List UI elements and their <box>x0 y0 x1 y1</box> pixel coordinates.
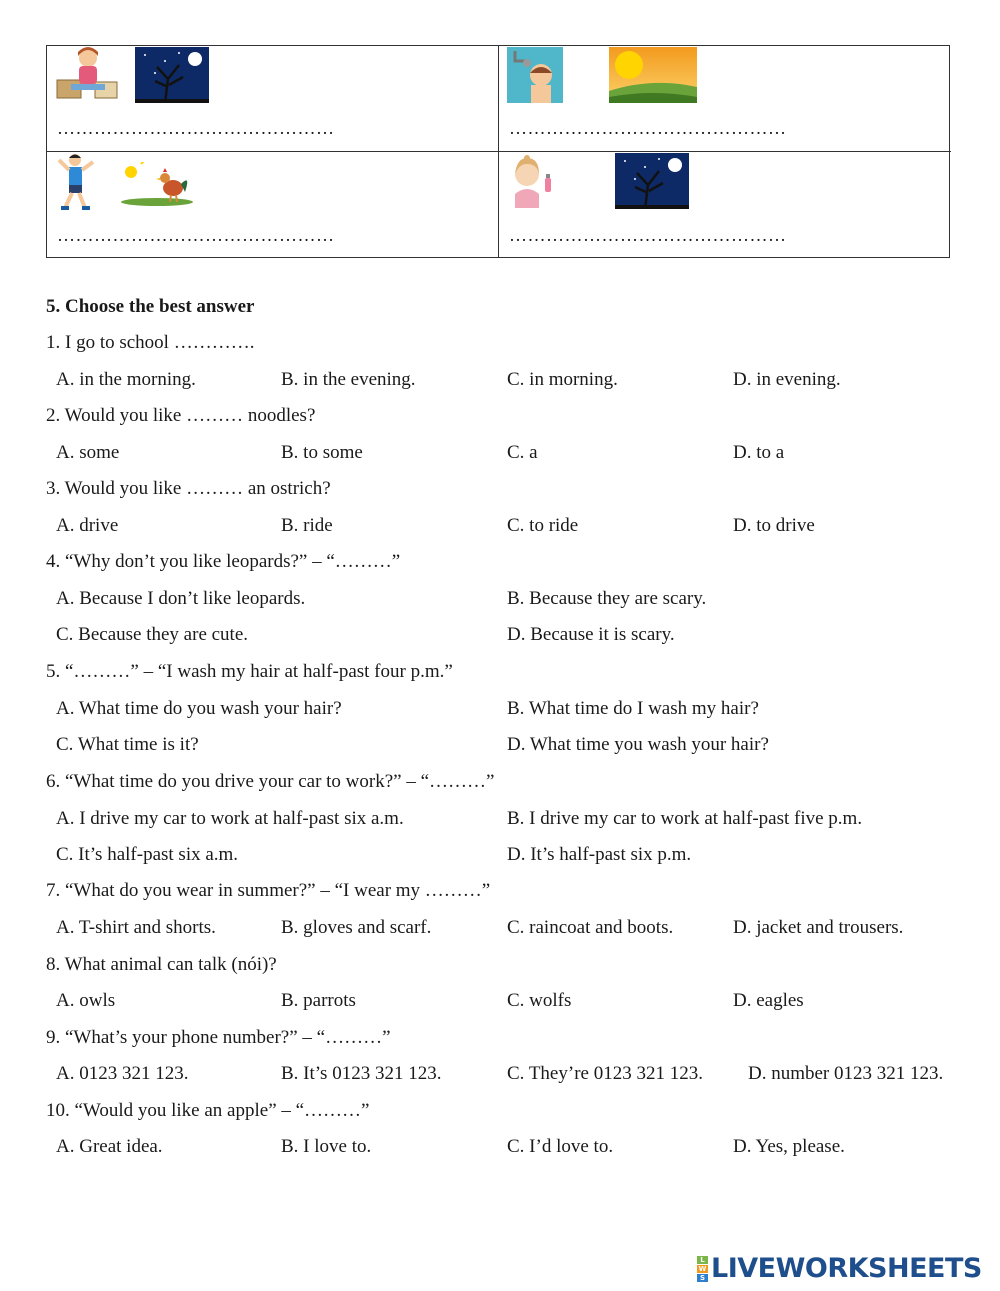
question-2: 2. Would you like ……… noodles? <box>46 405 316 426</box>
question-5: 5. “………” – “I wash my hair at half-past four p.m.” <box>46 661 453 682</box>
table-cell-4 <box>499 152 951 258</box>
option-1c[interactable]: C. in morning. <box>507 369 618 390</box>
logo-cube: L <box>697 1256 708 1264</box>
sunset-icon <box>609 47 697 103</box>
girl-washing-face-icon <box>509 154 555 208</box>
option-6a[interactable]: A. I drive my car to work at half-past six a.m. <box>56 808 404 829</box>
option-6c[interactable]: C. It’s half-past six a.m. <box>56 844 239 865</box>
option-4c[interactable]: C. Because they are cute. <box>56 624 249 645</box>
option-8a[interactable]: A. owls <box>56 990 116 1011</box>
option-2d[interactable]: D. to a <box>733 442 785 463</box>
question-6: 6. “What time do you drive your car to work?” – “………” <box>46 771 495 792</box>
night-sky-tree-icon <box>135 47 209 103</box>
rooster-morning-icon <box>119 162 193 206</box>
option-9b[interactable]: B. It’s 0123 321 123. <box>281 1063 442 1084</box>
question-1: 1. I go to school …………. <box>46 332 255 353</box>
logo-cube: W <box>698 1264 707 1273</box>
answer-blank[interactable]: ……………………………………… <box>57 118 335 138</box>
girl-showering-icon <box>507 47 563 103</box>
table-cell-3 <box>47 152 499 258</box>
question-9: 9. “What’s your phone number?” – “………” <box>46 1027 391 1048</box>
child-reading-books-icon <box>55 46 121 102</box>
option-3d[interactable]: D. to drive <box>733 515 815 536</box>
table-cell-1 <box>47 46 499 152</box>
option-4b[interactable]: B. Because they are scary. <box>507 588 707 609</box>
option-7a[interactable]: A. T-shirt and shorts. <box>56 917 216 938</box>
boy-exercising-icon <box>55 152 97 210</box>
question-8: 8. What animal can talk (nói)? <box>46 954 277 975</box>
picture-table <box>46 45 950 258</box>
question-3: 3. Would you like ……… an ostrich? <box>46 478 331 499</box>
option-8b[interactable]: B. parrots <box>281 990 356 1011</box>
option-2a[interactable]: A. some <box>56 442 120 463</box>
option-7c[interactable]: C. raincoat and boots. <box>507 917 674 938</box>
question-7: 7. “What do you wear in summer?” – “I wear my ………” <box>46 880 491 901</box>
option-2c[interactable]: C. a <box>507 442 538 463</box>
option-10c[interactable]: C. I’d love to. <box>507 1136 614 1157</box>
option-9c[interactable]: C. They’re 0123 321 123. <box>507 1063 703 1084</box>
option-5d[interactable]: D. What time you wash your hair? <box>507 734 769 755</box>
option-9d[interactable]: D. number 0123 321 123. <box>748 1063 944 1084</box>
option-1d[interactable]: D. in evening. <box>733 369 841 390</box>
option-4a[interactable]: A. Because I don’t like leopards. <box>56 588 306 609</box>
option-9a[interactable]: A. 0123 321 123. <box>56 1063 189 1084</box>
section-title: 5. Choose the best answer <box>46 296 255 317</box>
option-10d[interactable]: D. Yes, please. <box>733 1136 845 1157</box>
option-5a[interactable]: A. What time do you wash your hair? <box>56 698 342 719</box>
option-1b[interactable]: B. in the evening. <box>281 369 416 390</box>
option-7d[interactable]: D. jacket and trousers. <box>733 917 904 938</box>
option-4d[interactable]: D. Because it is scary. <box>507 624 675 645</box>
answer-blank[interactable]: ……………………………………… <box>57 225 335 245</box>
night-sky-tree-icon <box>615 153 689 209</box>
question-10: 10. “Would you like an apple” – “………” <box>46 1100 370 1121</box>
option-8c[interactable]: C. wolfs <box>507 990 572 1011</box>
question-4: 4. “Why don’t you like leopards?” – “………” <box>46 551 401 572</box>
option-3c[interactable]: C. to ride <box>507 515 579 536</box>
logo-cubes-icon <box>697 1256 708 1282</box>
logo-cube: S <box>697 1274 708 1282</box>
option-2b[interactable]: B. to some <box>281 442 363 463</box>
option-10b[interactable]: B. I love to. <box>281 1136 372 1157</box>
option-5b[interactable]: B. What time do I wash my hair? <box>507 698 759 719</box>
option-7b[interactable]: B. gloves and scarf. <box>281 917 432 938</box>
logo-text: LIVEWORKSHEETS <box>711 1253 982 1284</box>
answer-blank[interactable]: ……………………………………… <box>509 225 787 245</box>
option-3b[interactable]: B. ride <box>281 515 333 536</box>
option-3a[interactable]: A. drive <box>56 515 119 536</box>
option-8d[interactable]: D. eagles <box>733 990 804 1011</box>
liveworksheets-logo <box>697 1253 982 1284</box>
option-5c[interactable]: C. What time is it? <box>56 734 199 755</box>
option-1a[interactable]: A. in the morning. <box>56 369 196 390</box>
table-cell-2 <box>499 46 951 152</box>
option-6b[interactable]: B. I drive my car to work at half-past five p.m. <box>507 808 863 829</box>
option-6d[interactable]: D. It’s half-past six p.m. <box>507 844 692 865</box>
option-10a[interactable]: A. Great idea. <box>56 1136 163 1157</box>
answer-blank[interactable]: ……………………………………… <box>509 118 787 138</box>
